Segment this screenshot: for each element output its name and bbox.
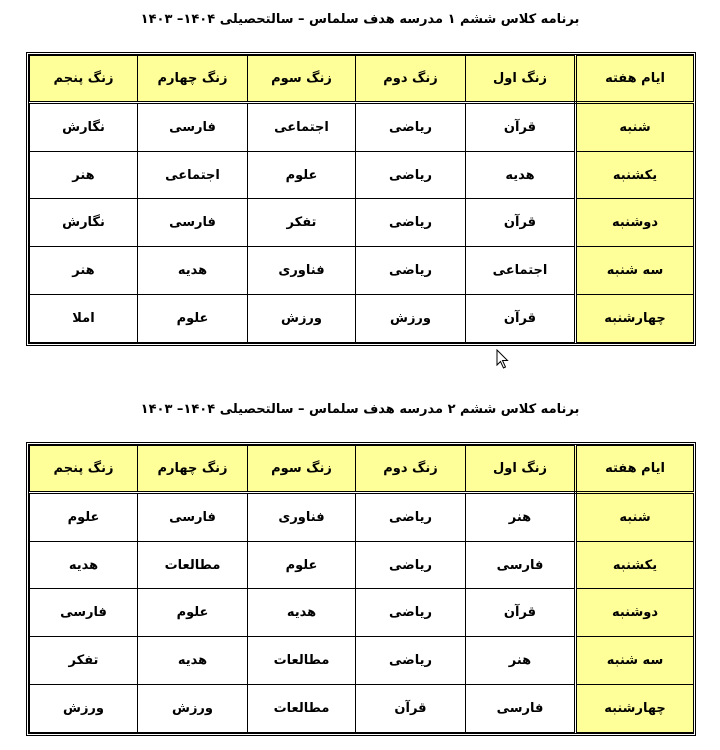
- day-cell: شنبه: [576, 492, 694, 541]
- lesson-cell: ریاضی: [356, 247, 466, 295]
- lesson-cell: هدیه: [466, 151, 576, 199]
- lesson-cell: فارسی: [138, 199, 248, 247]
- lesson-cell: مطالعات: [248, 637, 356, 685]
- lesson-cell: هنر: [466, 637, 576, 685]
- lesson-cell: فارسی: [138, 492, 248, 541]
- day-cell: چهارشنبه: [576, 685, 694, 733]
- table-row: [30, 685, 694, 733]
- lesson-cell: هدیه: [248, 589, 356, 637]
- lesson-cell: هدیه: [138, 247, 248, 295]
- lesson-cell: ورزش: [356, 295, 466, 343]
- lesson-cell: ورزش: [248, 295, 356, 343]
- lesson-cell: ریاضی: [356, 199, 466, 247]
- lesson-cell: ریاضی: [356, 637, 466, 685]
- lesson-cell: ریاضی: [356, 492, 466, 541]
- header-days: ایام هفته: [576, 56, 694, 103]
- lesson-cell: ریاضی: [356, 589, 466, 637]
- lesson-cell: علوم: [248, 541, 356, 589]
- lesson-cell: ورزش: [30, 685, 138, 733]
- lesson-cell: تفکر: [248, 199, 356, 247]
- lesson-cell: قرآن: [356, 685, 466, 733]
- table-row: [30, 637, 694, 685]
- lesson-cell: هنر: [30, 151, 138, 199]
- table-row: [30, 541, 694, 589]
- day-cell: یکشنبه: [576, 151, 694, 199]
- lesson-cell: اجتماعی: [138, 151, 248, 199]
- lesson-cell: علوم: [138, 589, 248, 637]
- schedule-title-class-6-2: برنامه کلاس ششم ۲ مدرسه هدف سلماس – سالتحصیلی ۱۴۰۴– ۱۴۰۳: [140, 402, 580, 417]
- lesson-cell: فارسی: [466, 685, 576, 733]
- lesson-cell: ورزش: [138, 685, 248, 733]
- header-period-3: زنگ سوم: [248, 56, 356, 103]
- header-period-4: زنگ چهارم: [138, 446, 248, 493]
- day-cell: دوشنبه: [576, 199, 694, 247]
- lesson-cell: قرآن: [466, 589, 576, 637]
- lesson-cell: فارسی: [466, 541, 576, 589]
- lesson-cell: قرآن: [466, 199, 576, 247]
- header-period-1: زنگ اول: [466, 446, 576, 493]
- schedule-table-class-6-1: [26, 52, 696, 346]
- table-row: [30, 247, 694, 295]
- lesson-cell: فناوری: [248, 492, 356, 541]
- day-cell: یکشنبه: [576, 541, 694, 589]
- lesson-cell: هدیه: [138, 637, 248, 685]
- day-cell: دوشنبه: [576, 589, 694, 637]
- schedule-title-class-6-1: برنامه کلاس ششم ۱ مدرسه هدف سلماس – سالتحصیلی ۱۴۰۴– ۱۴۰۳: [140, 12, 580, 27]
- lesson-cell: علوم: [138, 295, 248, 343]
- lesson-cell: املا: [30, 295, 138, 343]
- lesson-cell: ریاضی: [356, 102, 466, 151]
- table-row: [30, 295, 694, 343]
- header-row: [30, 56, 694, 103]
- table-row: [30, 151, 694, 199]
- header-period-2: زنگ دوم: [356, 56, 466, 103]
- day-cell: شنبه: [576, 102, 694, 151]
- lesson-cell: تفکر: [30, 637, 138, 685]
- lesson-cell: علوم: [30, 492, 138, 541]
- header-row: [30, 446, 694, 493]
- lesson-cell: قرآن: [466, 295, 576, 343]
- header-period-2: زنگ دوم: [356, 446, 466, 493]
- header-period-4: زنگ چهارم: [138, 56, 248, 103]
- lesson-cell: فناوری: [248, 247, 356, 295]
- lesson-cell: نگارش: [30, 199, 138, 247]
- timetable-2: [29, 445, 694, 733]
- header-period-3: زنگ سوم: [248, 446, 356, 493]
- lesson-cell: مطالعات: [248, 685, 356, 733]
- lesson-cell: علوم: [248, 151, 356, 199]
- lesson-cell: هنر: [466, 492, 576, 541]
- lesson-cell: نگارش: [30, 102, 138, 151]
- table-row: [30, 589, 694, 637]
- timetable-1: [29, 55, 694, 343]
- lesson-cell: هدیه: [30, 541, 138, 589]
- header-days: ایام هفته: [576, 446, 694, 493]
- mouse-pointer-icon: [496, 349, 510, 369]
- header-period-5: زنگ پنجم: [30, 56, 138, 103]
- lesson-cell: اجتماعی: [466, 247, 576, 295]
- lesson-cell: ریاضی: [356, 541, 466, 589]
- lesson-cell: فارسی: [30, 589, 138, 637]
- lesson-cell: فارسی: [138, 102, 248, 151]
- table-row: [30, 102, 694, 151]
- day-cell: سه شنبه: [576, 247, 694, 295]
- lesson-cell: اجتماعی: [248, 102, 356, 151]
- header-period-5: زنگ پنجم: [30, 446, 138, 493]
- lesson-cell: ریاضی: [356, 151, 466, 199]
- schedule-table-class-6-2: [26, 442, 696, 736]
- header-period-1: زنگ اول: [466, 56, 576, 103]
- table-row: [30, 199, 694, 247]
- lesson-cell: هنر: [30, 247, 138, 295]
- table-row: [30, 492, 694, 541]
- lesson-cell: مطالعات: [138, 541, 248, 589]
- lesson-cell: قرآن: [466, 102, 576, 151]
- day-cell: چهارشنبه: [576, 295, 694, 343]
- day-cell: سه شنبه: [576, 637, 694, 685]
